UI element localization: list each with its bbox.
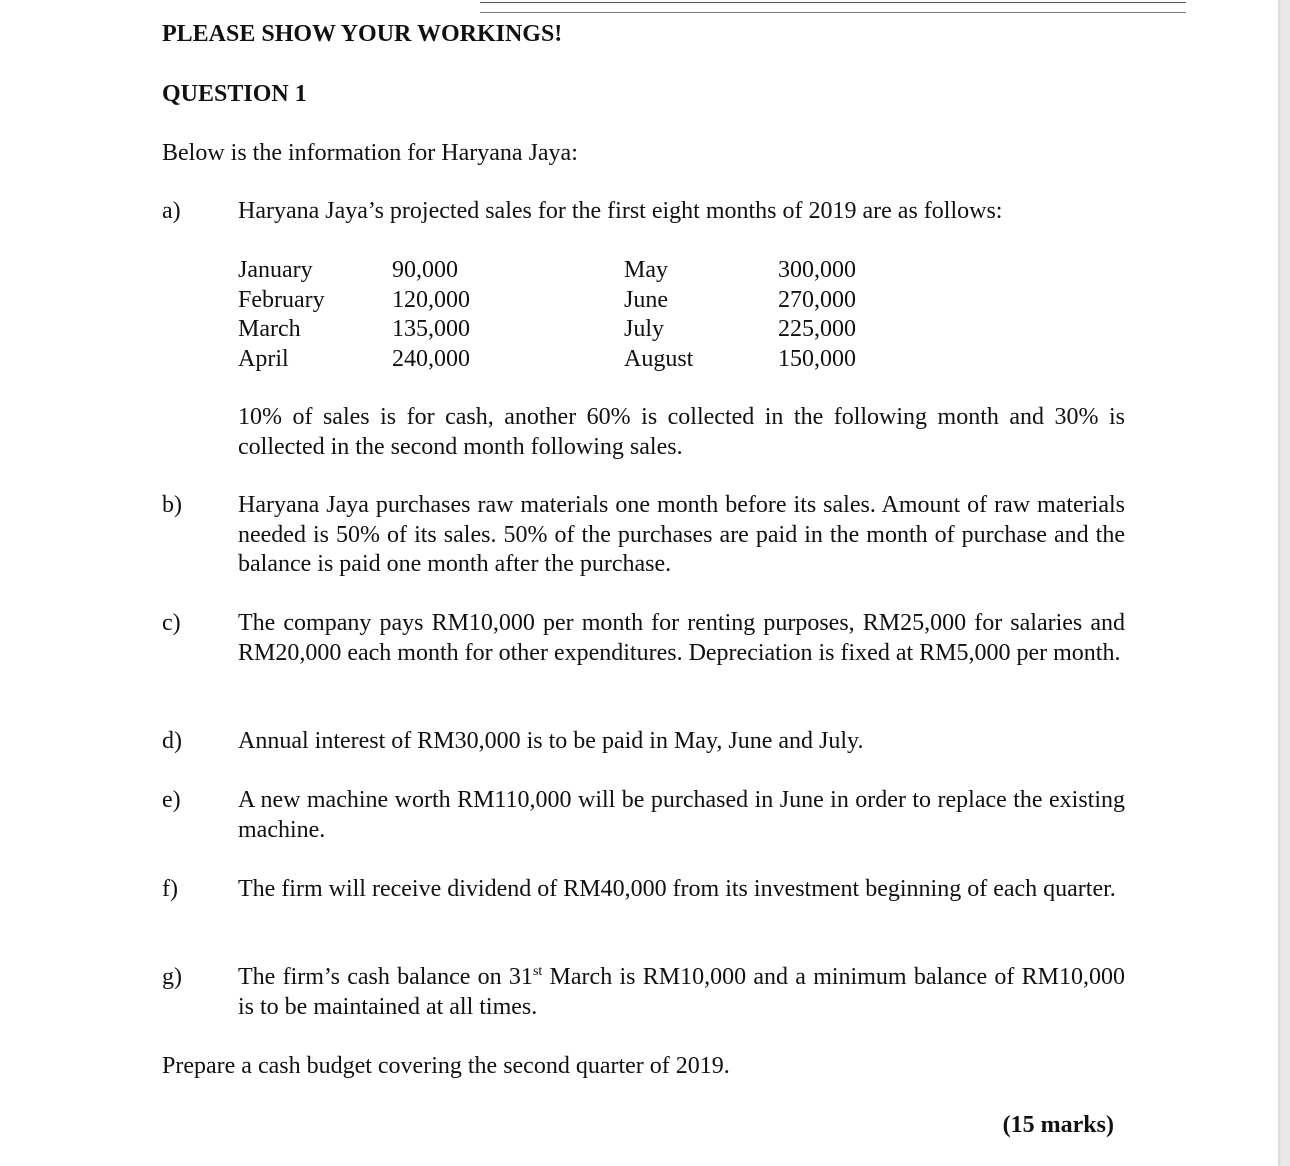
sales-row: [238, 315, 898, 345]
item-d-label: d): [162, 728, 182, 754]
sales-month: July: [624, 316, 665, 342]
sales-month: August: [624, 345, 694, 372]
intro-text: Below is the information for Haryana Jaya:: [162, 140, 578, 166]
sales-amount: 135,000: [392, 316, 470, 342]
item-e-text: A new machine worth RM110,000 will be purchased in June in order to replace the existing machine.: [238, 787, 1125, 843]
item-c-text: The company pays RM10,000 per month for renting purposes, RM25,000 for salaries and RM20,000 each month for other expenditures. Depreciation is fixed at RM5,000 per month.: [238, 610, 1125, 666]
item-a-note: 10% of sales is for cash, another 60% is collected in the following month and 30% is collected in the second month following sales.: [238, 404, 1125, 460]
sales-table: [238, 256, 898, 374]
item-f-text: The firm will receive dividend of RM40,000 from its investment beginning of each quarter.: [238, 876, 1116, 902]
sales-row: [238, 345, 898, 375]
top-rule: [480, 2, 1186, 3]
sales-amount: 300,000: [778, 257, 856, 283]
item-d-text: Annual interest of RM30,000 is to be paid in May, June and July.: [238, 728, 864, 754]
item-a-text: Haryana Jaya’s projected sales for the first eight months of 2019 are as follows:: [238, 198, 1003, 224]
item-g-text-after: March is RM10,000 and a minimum balance of RM10,000 is to be maintained at all times.: [238, 964, 1125, 1020]
item-g-superscript: st: [532, 964, 543, 979]
item-g-text-before: The firm’s cash balance on 31: [238, 964, 533, 990]
instruction-heading: PLEASE SHOW YOUR WORKINGS!: [162, 21, 563, 47]
sales-amount: 225,000: [778, 316, 856, 342]
sales-amount: 270,000: [778, 286, 856, 313]
question-title: QUESTION 1: [162, 81, 307, 107]
sales-amount: 120,000: [392, 286, 470, 313]
sales-month: April: [238, 345, 289, 372]
top-rule-second: [480, 12, 1186, 13]
sales-month: February: [238, 286, 325, 313]
item-b-text: Haryana Jaya purchases raw materials one month before its sales. Amount of raw materials needed is 50% of its sales. 50% of the purchases are paid in the month of purchase and the balance is paid one month after the purchase.: [238, 492, 1125, 577]
marks-label: (15 marks): [1002, 1112, 1114, 1138]
sales-amount: 240,000: [392, 345, 470, 372]
sales-amount: 90,000: [392, 257, 458, 283]
item-f-label: f): [162, 876, 178, 902]
sales-row: [238, 256, 898, 286]
item-a-label: a): [162, 198, 181, 224]
item-g-label: g): [162, 964, 182, 990]
item-c-label: c): [162, 610, 181, 636]
sales-month: January: [238, 257, 313, 283]
sales-row: [238, 286, 898, 316]
item-g-text: [238, 963, 1125, 1022]
item-b-label: b): [162, 492, 182, 518]
sales-month: May: [624, 257, 668, 283]
item-e-label: e): [162, 787, 181, 813]
sales-month: March: [238, 316, 301, 342]
sales-amount: 150,000: [778, 345, 856, 372]
closing-instruction: Prepare a cash budget covering the second quarter of 2019.: [162, 1053, 730, 1079]
sales-month: June: [624, 286, 668, 313]
